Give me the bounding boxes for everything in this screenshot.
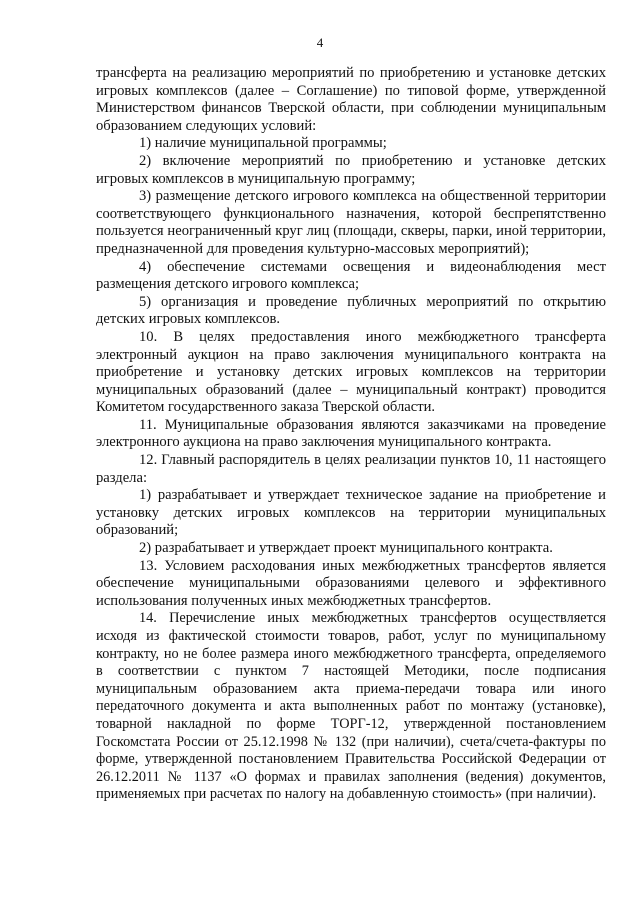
page-number: 4 (316, 35, 324, 50)
clause-14: 14. Перечисление иных межбюджетных трансфертов осуществляется исходя из фактической стоимости товаров, работ, услуг по муниципальному контракту, но не более размера иного межбюджетного трансферта, определяемого в соответствии с пунктом 7 настоящей Методики, после подписания муниципальным образованием акта приема-передачи товара или иного передаточного документа и акта выполненных работ по монтажу (установке), товарной накладной по форме ТОРГ-12, утвержденной постановлением Госкомстата России от 25.12.1998 № 132 (при наличии), счета/счета-фактуры по форме, утвержденной постановлением Правительства Российской Федерации от 26.12.2011 № 1137 «О формах и правилах заполнения (ведения) документов, применяемых при расчетах по налогу на добавленную стоимость» (при наличии). (96, 610, 606, 803)
clause-12-item-1: 1) разрабатывает и утверждает техническое задание на приобретение и установку детских игровых комплексов на территории муниципальных образований; (96, 487, 606, 539)
condition-item-4: 4) обеспечение системами освещения и видеонаблюдения мест размещения детского игрового комплекса; (96, 258, 606, 293)
clause-11: 11. Муниципальные образования являются заказчиками на проведение электронного аукциона на право заключения муниципального контракта. (96, 416, 606, 451)
document-body (96, 65, 606, 804)
condition-item-3: 3) размещение детского игрового комплекса на общественной территории соответствующего функционального назначения, которой беспрепятственно пользуется неограниченный круг лиц (площади, скверы, парки, иной территории, предназначенной для проведения культурно-массовых мероприятий); (96, 188, 606, 257)
clause-10: 10. В целях предоставления иного межбюджетного трансферта электронный аукцион на право заключения муниципального контракта на приобретение и установку детских игровых комплексов на территории муниципальных образований (далее – муниципальный контракт) проводится Комитетом государственного заказа Тверской области. (96, 328, 606, 416)
condition-item-5: 5) организация и проведение публичных мероприятий по открытию детских игровых комплексов. (96, 293, 606, 328)
clause-13: 13. Условием расходования иных межбюджетных трансфертов является обеспечение муниципальными образованиями целевого и эффективного использования полученных иных межбюджетных трансфертов. (96, 557, 606, 609)
condition-item-2: 2) включение мероприятий по приобретению и установке детских игровых комплексов в муниципальную программу; (96, 152, 606, 187)
paragraph-intro-continuation: трансферта на реализацию мероприятий по приобретению и установке детских игровых комплексов (далее – Соглашение) по типовой форме, утвержденной Министерством финансов Тверской области, при соблюдении муниципальным образованием следующих условий: (96, 65, 606, 134)
condition-item-1: 1) наличие муниципальной программы; (139, 135, 387, 152)
clause-12: 12. Главный распорядитель в целях реализации пунктов 10, 11 настоящего раздела: (96, 452, 606, 486)
clause-12-item-2: 2) разрабатывает и утверждает проект муниципального контракта. (139, 540, 553, 557)
